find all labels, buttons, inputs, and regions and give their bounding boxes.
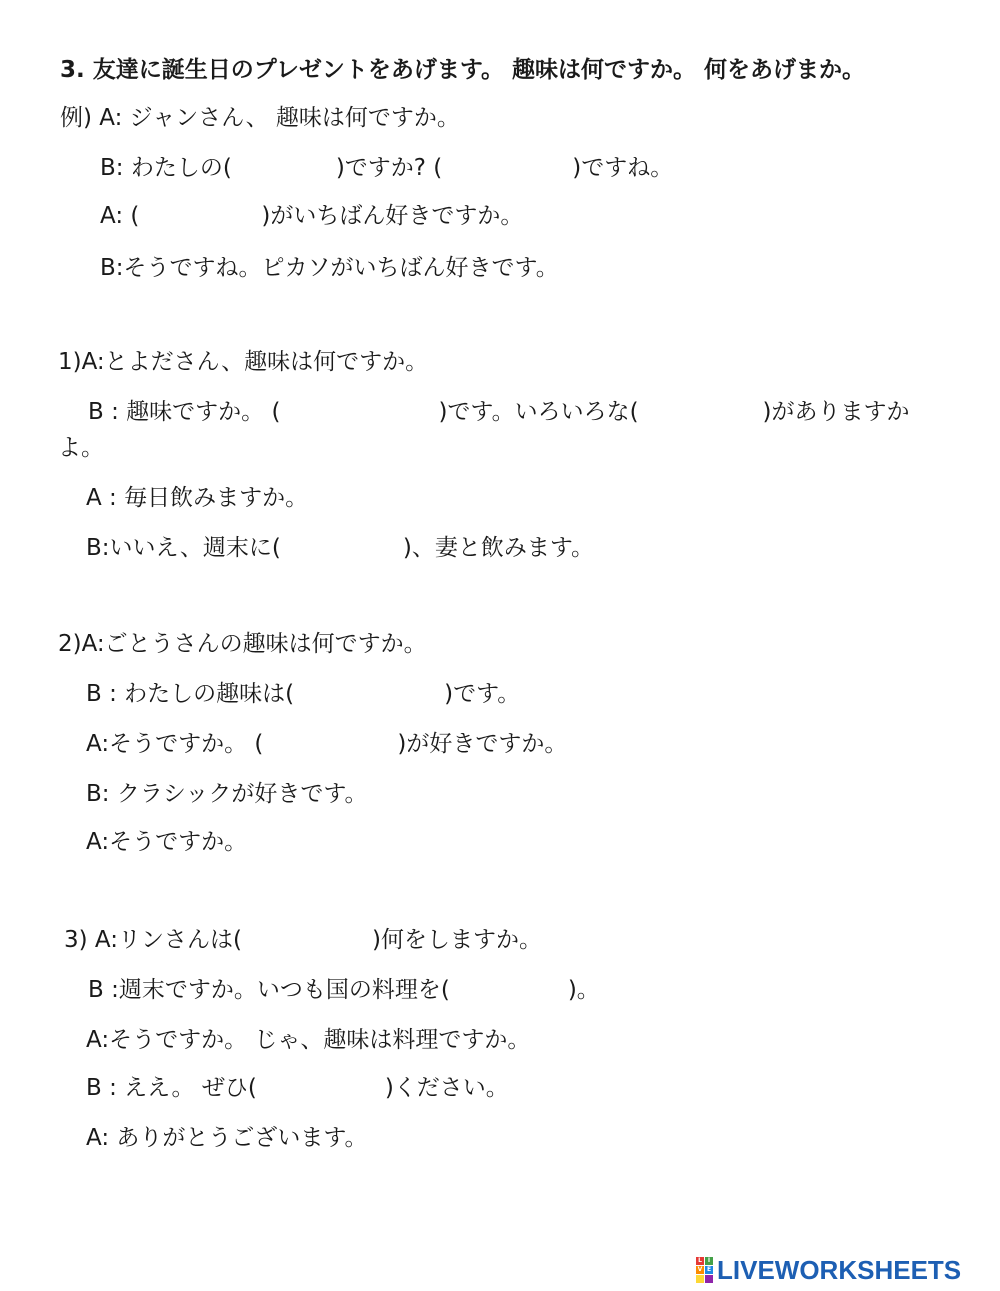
q1-line-2-part-c: )がありますか <box>762 399 910 425</box>
q2-line-3-part-a: A:そうですか。 ( <box>86 731 264 757</box>
example-line-2-part-c: )ですね。 <box>572 155 674 181</box>
q1-line-2 <box>88 396 910 428</box>
q2-line-2-part-b: )です。 <box>444 681 521 707</box>
example-line-2-part-a: B: わたしの( <box>100 155 232 181</box>
q3-line-4-part-a: B : ええ。 ぜひ( <box>86 1075 257 1101</box>
q3-line-2 <box>88 974 600 1006</box>
q3-line-3: A:そうですか。 じゃ、趣味は料理ですか。 <box>86 1027 531 1053</box>
liveworksheets-logo <box>696 1256 961 1284</box>
logo-block: E <box>706 1266 712 1273</box>
example-line-1: 例) A: ジャンさん、 趣味は何ですか。 <box>60 105 460 131</box>
q1-line-4-part-b: )、妻と飲みます。 <box>402 535 595 561</box>
q3-line-1-part-a: 3) A:リンさんは( <box>64 927 242 953</box>
logo-block: V <box>697 1266 703 1273</box>
q2-line-2-part-a: B : わたしの趣味は( <box>86 681 295 707</box>
q3-line-4 <box>86 1072 509 1104</box>
q2-line-3 <box>86 728 567 760</box>
q2-line-4: B: クラシックが好きです。 <box>86 781 368 807</box>
logo-block: I <box>705 1257 713 1265</box>
example-line-3-part-a: A: ( <box>100 203 140 229</box>
q3-line-5: A: ありがとうございます。 <box>86 1125 368 1151</box>
q1-line-4-part-a: B:いいえ、週末に( <box>86 535 281 561</box>
q1-line-2-part-a: B : 趣味ですか。 ( <box>88 399 281 425</box>
q1-line-3: A : 毎日飲みますか。 <box>86 485 309 511</box>
q1-line-4 <box>86 532 594 564</box>
worksheet-title: 3. 友達に誕生日のプレゼントをあげます。 趣味は何ですか。 何をあげまか。 <box>60 57 866 83</box>
example-line-2-part-b: )ですか? ( <box>335 155 443 181</box>
example-line-3 <box>100 200 523 232</box>
q3-line-2-part-b: )。 <box>567 977 600 1003</box>
q3-line-2-part-a: B :週末ですか。いつも国の料理を( <box>88 977 450 1003</box>
q3-line-1-part-b: )何をしますか。 <box>371 927 542 953</box>
logo-block <box>705 1275 713 1283</box>
q1-line-2-part-b: )です。いろいろな( <box>438 399 639 425</box>
q2-line-2 <box>86 678 520 710</box>
q1-line-2-wrap: よ。 <box>58 435 104 461</box>
q2-line-1: 2)A:ごとうさんの趣味は何ですか。 <box>58 631 427 657</box>
q3-line-4-part-b: )ください。 <box>384 1075 509 1101</box>
logo-text: LIVEWORKSHEETS <box>717 1254 962 1285</box>
example-line-3-part-b: )がいちばん好きですか。 <box>261 203 524 229</box>
q2-line-3-part-b: )が好きですか。 <box>397 731 568 757</box>
q1-line-1: 1)A:とよださん、趣味は何ですか。 <box>58 349 429 375</box>
q3-line-1 <box>64 924 542 956</box>
q2-line-5: A:そうですか。 <box>86 829 248 855</box>
example-line-4: B:そうですね。ピカソがいちばん好きです。 <box>100 255 559 281</box>
logo-blocks-icon <box>696 1257 713 1283</box>
logo-block: L <box>696 1257 704 1265</box>
logo-block <box>696 1275 704 1283</box>
example-line-2 <box>100 152 673 184</box>
